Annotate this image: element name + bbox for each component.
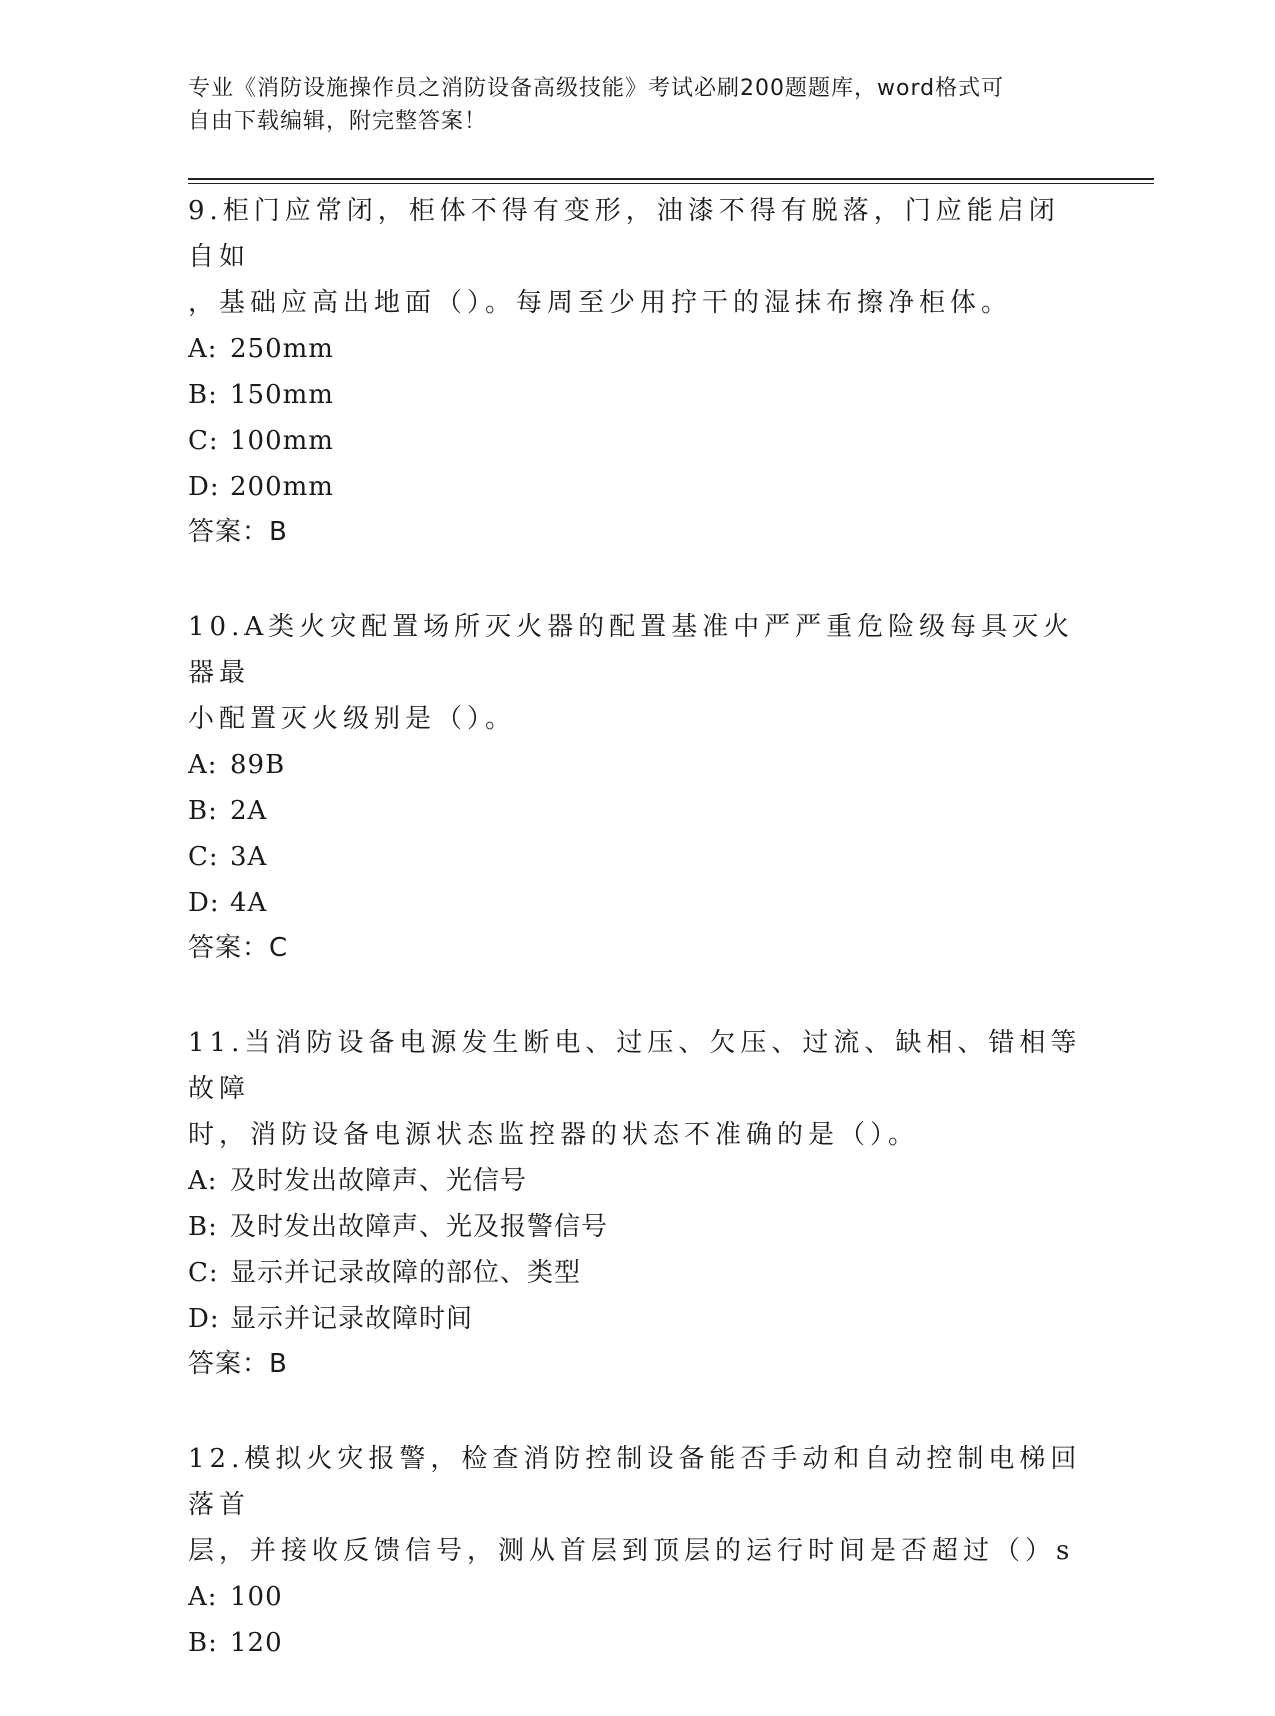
option-letter: A: [188,1582,218,1612]
option-text: 2A [230,796,268,826]
option-text: 4A [230,888,268,918]
option-text: 89B [230,750,286,780]
question-text-line: 9.柜门应常闭，柜体不得有变形，油漆不得有脱落，门应能启闭自如 [188,196,1060,272]
question-text-line: ，基础应高出地面（）。每周至少用拧干的湿抹布擦净柜体。 [188,288,1013,318]
question-text-line: 11.当消防设备电源发生断电、过压、欠压、过流、缺相、错相等故障 [188,1028,1082,1104]
option-letter: C: [188,426,219,456]
option-text: 3A [230,842,268,872]
option-text: 120 [230,1628,283,1658]
question-9 [188,188,1088,554]
option-text: 100mm [230,426,334,456]
option-text: 显示并记录故障的部位、类型 [230,1258,582,1288]
question-text-line: 10.A类火灾配置场所灭火器的配置基准中严严重危险级每具灭火器最 [188,612,1075,688]
question-text-line: 时，消防设备电源状态监控器的状态不准确的是（）。 [188,1120,920,1150]
option-text: 100 [230,1582,283,1612]
option-b [188,788,1088,834]
option-letter: D: [188,472,220,502]
option-letter: A: [188,334,218,364]
header-divider-thin [188,183,1154,184]
option-d [188,1296,1088,1342]
option-letter: B: [188,796,218,826]
question-text-line: 层，并接收反馈信号，测从首层到顶层的运行时间是否超过（）s [188,1536,1075,1566]
option-letter: A: [188,1166,218,1196]
option-letter: B: [188,1628,218,1658]
option-text: 150mm [230,380,334,410]
answer-line: 答案：C [188,933,289,963]
option-d [188,464,1088,510]
header-line-1: 专业《消防设施操作员之消防设备高级技能》考试必刷200题题库，word格式可 [188,76,1005,101]
header-line-2: 自由下载编辑，附完整答案！ [188,109,488,134]
option-a [188,1158,1088,1204]
question-12 [188,1436,1088,1666]
option-text: 及时发出故障声、光及报警信号 [230,1212,609,1242]
option-text: 200mm [230,472,334,502]
question-text-line: 小配置灭火级别是（）。 [188,704,517,734]
option-d [188,880,1088,926]
option-letter: D: [188,888,220,918]
option-letter: C: [188,842,219,872]
option-b [188,1620,1088,1666]
question-list [188,188,1088,1716]
option-b [188,372,1088,418]
option-letter: C: [188,1258,219,1288]
question-text-line: 12.模拟火灾报警，检查消防控制设备能否手动和自动控制电梯回落首 [188,1444,1082,1520]
question-10 [188,604,1088,970]
option-letter: B: [188,380,218,410]
answer-line: 答案：B [188,1349,288,1379]
option-a [188,742,1088,788]
option-a [188,1574,1088,1620]
header-divider-thick [188,178,1154,180]
question-11 [188,1020,1088,1386]
option-c [188,418,1088,464]
document-header [188,72,1088,138]
option-text: 250mm [230,334,334,364]
option-letter: A: [188,750,218,780]
option-text: 及时发出故障声、光信号 [230,1166,528,1196]
option-b [188,1204,1088,1250]
option-a [188,326,1088,372]
option-c [188,834,1088,880]
option-text: 显示并记录故障时间 [230,1304,474,1334]
answer-line: 答案：B [188,517,288,547]
option-letter: D: [188,1304,220,1334]
option-c [188,1250,1088,1296]
option-letter: B: [188,1212,218,1242]
